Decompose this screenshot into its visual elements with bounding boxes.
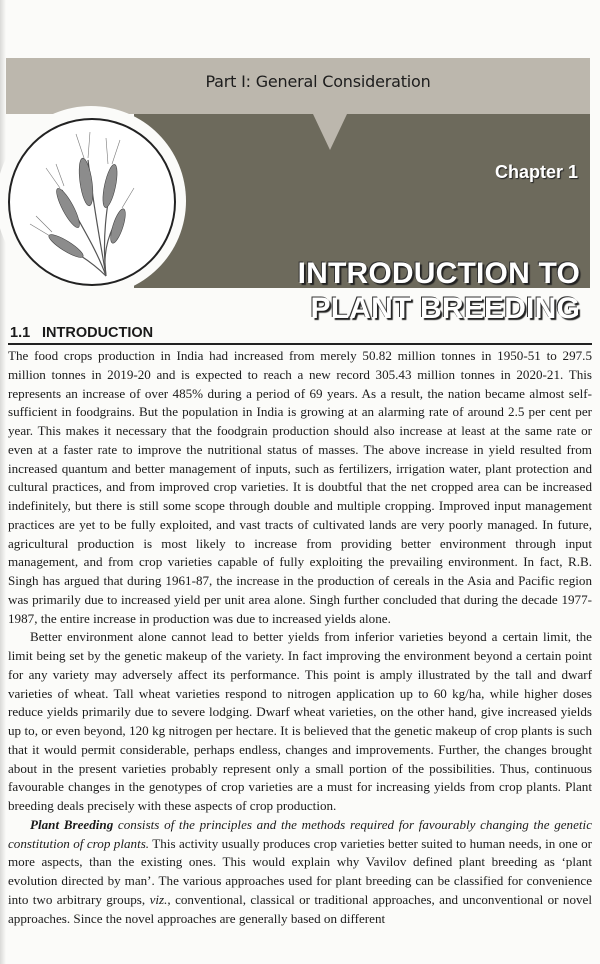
wheat-ears-icon xyxy=(10,120,174,284)
section-title: INTRODUCTION xyxy=(42,325,154,341)
part-title: Part I: General Consideration xyxy=(205,72,431,91)
body-text xyxy=(8,347,592,928)
banner-notch xyxy=(313,114,347,150)
illustration-circle xyxy=(8,118,176,286)
chapter-label: Chapter 1 xyxy=(494,162,578,182)
paragraph-3 xyxy=(8,816,592,929)
viz-abbrev: viz. xyxy=(149,891,168,907)
section-heading xyxy=(10,325,153,341)
paragraph-1: The food crops production in India had increased from merely 50.82 million tonnes in 1950-51 to 297.5 million tonnes in 2019-20 and is expected to reach a new record 305.43 million tonnes in 2020-21. This represents an increase of over 485% during a period of 69 years. As a result, the nation became almost self-sufficient in foodgrains. But the population in India is growing at an alarming rate of around 2.5 per cent per year. This makes it necessary that the foodgrain production should also increase at least at the same rate or even at a faster rate to improve the nutritional status of masses. The above increase in yield resulted from increased quantum and better management of inputs, such as fertilizers, irrigation water, plant protection and cultural practices, and from improved crop varieties. It is doubtful that the net cropped area can be increased indefinitely, but there is still some scope through double and multiple cropping. Improved input management practices are yet to be fully exploited, and vast tracts of cultivated lands are very poorly managed. In future, agricultural production is most likely to increase from providing better environment through input management, and from crop varieties capable of fully exploiting the prevailing environment. In fact, R.B. Singh has argued that during 1961-87, the increase in the production of cereals in the Asia and Pacific region was primarily due to increased yield per unit area alone. Singh further concluded that during the decade 1977-1987, the entire increase in production was due to increased yields alone. xyxy=(8,348,592,626)
section-number: 1.1 xyxy=(10,325,31,341)
chapter-title-line-1: INTRODUCTION TO xyxy=(297,257,580,290)
paragraph-3-text-a: This activity usually produces crop varieties better suited to human needs, in one or more aspects, than the existing ones. This would explain why Vavilov defined plant breeding as ‘plant evolution directed by man’. The various approaches used for plant breeding can be classified for convenience into two arbitrary groups, xyxy=(8,835,592,907)
section-rule xyxy=(8,343,592,345)
paragraph-2: Better environment alone cannot lead to better yields from inferior varieties beyond a certain limit, the limit being set by the genetic makeup of the variety. In fact improving the environment beyond a certain point for any variety may adversely affect its performance. This point is amply illustrated by the tall and dwarf varieties of wheat. Tall wheat varieties respond to nitrogen application up to 60 kg/ha, while higher doses reduce yields primarily due to severe lodging. Dwarf wheat varieties, on the other hand, give increased yields up to, or even beyond, 120 kg nitrogen per hectare. It is believed that the genetic makeup of crop plants is such that it would permit considerable, perhaps endless, changes and improvements. Further, the changes brought about in the present varieties probably represent only a small portion of the possibilities. Thus, continuous favourable changes in the genotypes of crop varieties are a must for increasing yields from crop plants. Plant breeding deals precisely with these aspects of crop production. xyxy=(8,629,592,813)
definition-text: consists of the principles and the methods required for favourably changing the genetic constitution of crop plants. xyxy=(8,816,592,851)
paragraph-3-text-b: , conventional, classical or traditional approaches, and unconventional or novel approaches. Since the novel approaches are generally based on different xyxy=(8,891,592,926)
chapter-title xyxy=(298,256,580,326)
chapter-banner xyxy=(6,58,590,325)
term-plant-breeding: Plant Breeding xyxy=(30,816,114,832)
chapter-title-line-2: PLANT BREEDING xyxy=(310,292,580,325)
chapter-band xyxy=(134,114,590,325)
